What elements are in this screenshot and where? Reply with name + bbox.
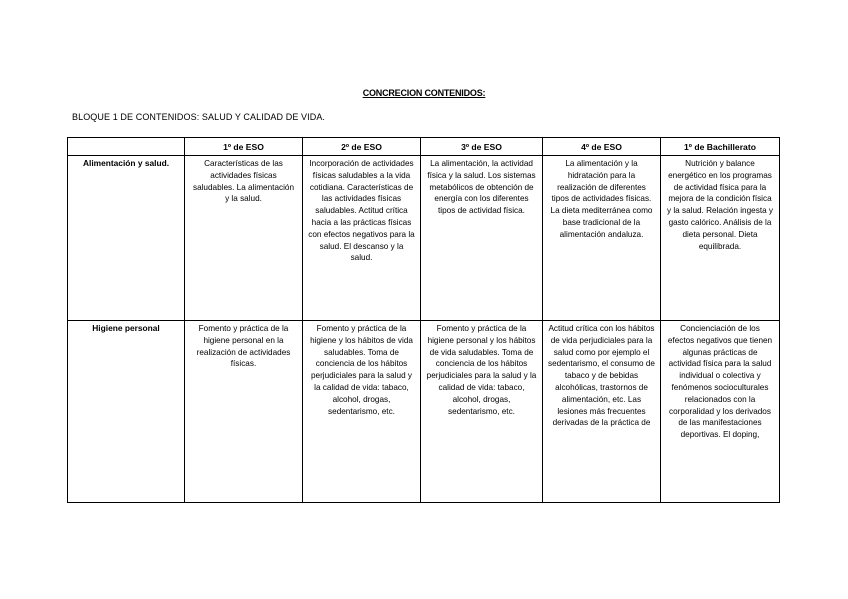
cell-higiene-4-eso: [543, 321, 661, 503]
header-cell-4-eso: 4º de ESO: [543, 138, 661, 156]
header-cell-2-eso: 2º de ESO: [303, 138, 421, 156]
cell-higiene-1-bachillerato: [661, 321, 780, 503]
contents-table: [67, 137, 780, 503]
cell-alimentacion-4-eso: La alimentación y la hidratación para la realización de diferentes tipos de actividades físicas. La dieta mediterránea como base tradicional de la alimentación andaluza.: [543, 156, 661, 321]
table-header-row: [68, 138, 780, 156]
cell-alimentacion-1-eso: Características de las actividades físicas saludables. La alimentación y la salud.: [185, 156, 303, 321]
cell-higiene-2-eso: Fomento y práctica de la higiene y los hábitos de vida saludables. Toma de conciencia de los hábitos perjudiciales para la salud y la calidad de vida: tabaco, alcohol, drogas, sedentarismo, etc.: [303, 321, 421, 503]
cell-alimentacion-1-bachillerato: Nutrición y balance energético en los programas de actividad física para la mejora de la condición física y la salud. Relación ingesta y gasto calórico. Análisis de la dieta personal. Dieta equilibrada.: [661, 156, 780, 321]
document-title: CONCRECION CONTENIDOS:: [362, 88, 486, 98]
row-label-higiene: Higiene personal: [68, 321, 185, 503]
cell-higiene-1-bachillerato-text: Concienciación de los efectos negativos que tienen algunas prácticas de actividad física para la salud individual o colectiva y fenómenos socioculturales relacionados con la corporalidad y los derivados de las manifestaciones deportivas. El doping,: [667, 324, 773, 440]
header-cell-3-eso: 3º de ESO: [421, 138, 543, 156]
block-title: BLOQUE 1 DE CONTENIDOS: SALUD Y CALIDAD DE VIDA.: [72, 112, 326, 122]
cell-higiene-4-eso-text: Actitud crítica con los hábitos de vida perjudiciales para la salud como por ejemplo el sedentarismo, el consumo de tabaco y de bebidas alcohólicas, trastornos de alimentación, etc. Las lesiones más frecuentes derivadas de la práctica de: [548, 324, 655, 428]
cell-alimentacion-3-eso: La alimentación, la actividad física y la salud. Los sistemas metabólicos de obtención de energía con los diferentes tipos de actividad física.: [421, 156, 543, 321]
cell-higiene-1-eso: Fomento y práctica de la higiene personal en la realización de actividades físicas.: [185, 321, 303, 503]
header-cell-empty: [68, 138, 185, 156]
header-cell-1-bachillerato: 1º de Bachillerato: [661, 138, 780, 156]
header-cell-1-eso: 1º de ESO: [185, 138, 303, 156]
cell-higiene-3-eso: Fomento y práctica de la higiene personal y los hábitos de vida saludables. Toma de conciencia de los hábitos perjudiciales para la salud y la calidad de vida: tabaco, alcohol, drogas, sedentarismo, etc.: [421, 321, 543, 503]
cell-alimentacion-2-eso: Incorporación de actividades físicas saludables a la vida cotidiana. Características de las actividades físicas saludables. Actitud crítica hacia a las prácticas físicas con efectos negativos para la salud. El descanso y la salud.: [303, 156, 421, 321]
table-row-alimentacion: [68, 156, 780, 321]
table-row-higiene: [68, 321, 780, 503]
row-label-alimentacion: Alimentación y salud.: [68, 156, 185, 321]
